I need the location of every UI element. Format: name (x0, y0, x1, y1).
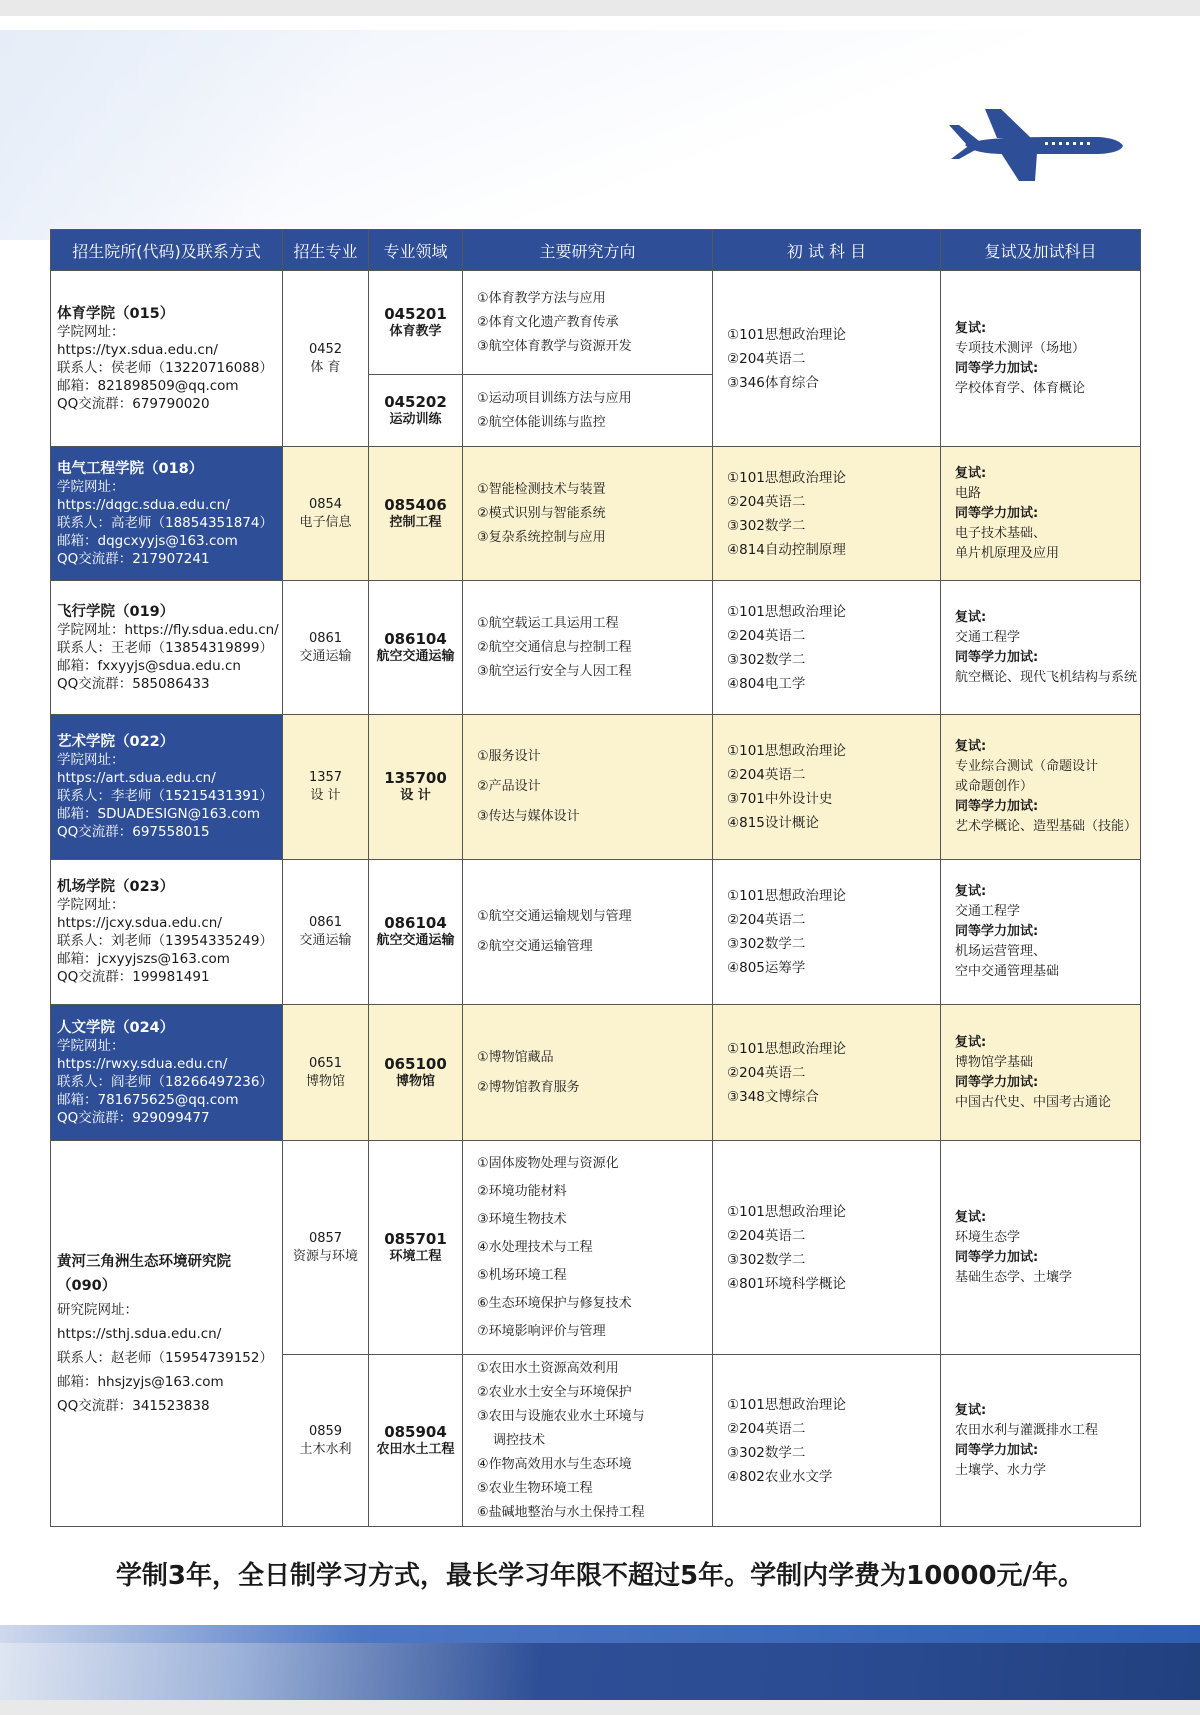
institute-cell: 机场学院（023） 学院网址：https://jcxy.sdua.edu.cn/ 联系人：刘老师（13954335249） 邮箱：jcxyyjszs@163.com QQ交流群：199981491 (51, 860, 283, 1005)
major-cell: 0861 交通运输 (283, 860, 369, 1005)
directions-cell: ①体育教学方法与应用 ②体育文化遗产教育传承 ③航空体育教学与资源开发 (463, 271, 713, 375)
institute-email: 邮箱：821898509@qq.com (57, 377, 239, 394)
header-directions: 主要研究方向 (463, 230, 713, 271)
airplane-icon (945, 105, 1125, 183)
field-cell: 135700 设 计 (369, 715, 463, 860)
bottom-decor-stripe (0, 1625, 1200, 1643)
field-cell: 045201 体育教学 (369, 271, 463, 375)
retest-cell: 复试: 博物馆学基础 同等学力加试: 中国古代史、中国考古通论 (941, 1005, 1141, 1141)
institute-website: 学院网址：https://tyx.sdua.edu.cn/ (57, 323, 218, 358)
subjects-cell: ①101思想政治理论 ②204英语二 ③302数学二 ④801环境科学概论 (713, 1141, 941, 1355)
footer-note: 学制3年，全日制学习方式，最长学习年限不超过5年。学制内学费为10000元/年。 (115, 1561, 1085, 1591)
institute-qq: QQ交流群：679790020 (57, 395, 210, 412)
table-row (51, 1005, 1141, 1141)
directions-cell: ①固体废物处理与资源化 ②环境功能材料 ③环境生物技术 ④水处理技术与工程 ⑤机场环境工程 ⑥生态环境保护与修复技术 ⑦环境影响评价与管理 (463, 1141, 713, 1355)
header-row (51, 230, 1141, 271)
institute-cell: 飞行学院（019） 学院网址：https://fly.sdua.edu.cn/ 联系人：王老师（13854319899） 邮箱：fxxyyjs@sdua.edu.cn QQ交流群：585086433 (51, 581, 283, 715)
field-cell: 045202 运动训练 (369, 375, 463, 447)
directions-cell: ①博物馆藏品 ②博物馆教育服务 (463, 1005, 713, 1141)
table-row (51, 447, 1141, 581)
directions-cell: ①服务设计 ②产品设计 ③传达与媒体设计 (463, 715, 713, 860)
header-institute: 招生院所(代码)及联系方式 (51, 230, 283, 271)
header-field: 专业领域 (369, 230, 463, 271)
institute-contact: 联系人：侯老师（13220716088） (57, 359, 273, 376)
background-shape-left (0, 30, 420, 240)
bottom-band (0, 1700, 1200, 1715)
directions-cell: ①智能检测技术与装置 ②模式识别与智能系统 ③复杂系统控制与应用 (463, 447, 713, 581)
table-row (51, 581, 1141, 715)
directions-cell: ①航空交通运输规划与管理 ②航空交通运输管理 (463, 860, 713, 1005)
subjects-cell: ①101思想政治理论 ②204英语二 ③302数学二 ④805运筹学 (713, 860, 941, 1005)
subjects-cell: ①101思想政治理论 ②204英语二 ③348文博综合 (713, 1005, 941, 1141)
directions-cell: ①航空载运工具运用工程 ②航空交通信息与控制工程 ③航空运行安全与人因工程 (463, 581, 713, 715)
retest-cell: 复试: 环境生态学 同等学力加试: 基础生态学、土壤学 (941, 1141, 1141, 1355)
major-cell: 0651 博物馆 (283, 1005, 369, 1141)
major-cell: 1357 设 计 (283, 715, 369, 860)
subjects-cell: ①101思想政治理论 ②204英语二 ③302数学二 ④814自动控制原理 (713, 447, 941, 581)
field-cell: 085701 环境工程 (369, 1141, 463, 1355)
major-cell: 0861 交通运输 (283, 581, 369, 715)
institute-cell: 电气工程学院（018） 学院网址：https://dqgc.sdua.edu.cn/ 联系人：高老师（18854351874） 邮箱：dqgcxyyjs@163.com QQ交流群：217907241 (51, 447, 283, 581)
institute-name: 体育学院（015） (57, 305, 175, 322)
retest-cell: 复试: 专项技术测评（场地） 同等学力加试: 学校体育学、体育概论 (941, 271, 1141, 447)
institute-cell: 黄河三角洲生态环境研究院（090） 研究院网址：https://sthj.sdua.edu.cn/ 联系人：赵老师（15954739152） 邮箱：hhsjzyjs@163.com QQ交流群：341523838 (51, 1141, 283, 1527)
header-retest: 复试及加试科目 (941, 230, 1141, 271)
admission-table (50, 229, 1141, 1527)
major-cell: 0452 体 育 (283, 271, 369, 447)
subjects-cell: ①101思想政治理论 ②204英语二 ③302数学二 ④804电工学 (713, 581, 941, 715)
subjects-cell: ①101思想政治理论 ②204英语二 ③302数学二 ④802农业水文学 (713, 1355, 941, 1527)
header-major: 招生专业 (283, 230, 369, 271)
table-row (51, 715, 1141, 860)
retest-cell: 复试: 交通工程学 同等学力加试: 机场运营管理、 空中交通管理基础 (941, 860, 1141, 1005)
field-cell: 085406 控制工程 (369, 447, 463, 581)
subjects-cell: ①101思想政治理论 ②204英语二 ③346体育综合 (713, 271, 941, 447)
header-exam-subjects: 初 试 科 目 (713, 230, 941, 271)
field-cell: 065100 博物馆 (369, 1005, 463, 1141)
major-cell: 0854 电子信息 (283, 447, 369, 581)
institute-cell: 艺术学院（022） 学院网址：https://art.sdua.edu.cn/ 联系人：李老师（15215431391） 邮箱：SDUADESIGN@163.com QQ交流群：697558015 (51, 715, 283, 860)
subjects-cell: ①101思想政治理论 ②204英语二 ③701中外设计史 ④815设计概论 (713, 715, 941, 860)
retest-cell: 复试: 农田水利与灌溉排水工程 同等学力加试: 土壤学、水力学 (941, 1355, 1141, 1527)
directions-cell: ①运动项目训练方法与应用 ②航空体能训练与监控 (463, 375, 713, 447)
retest-cell: 复试: 专业综合测试（命题设计 或命题创作） 同等学力加试: 艺术学概论、造型基础（技能） (941, 715, 1141, 860)
field-cell: 085904 农田水土工程 (369, 1355, 463, 1527)
table-row (51, 271, 1141, 375)
top-band (0, 0, 1200, 16)
retest-cell: 复试: 交通工程学 同等学力加试: 航空概论、现代飞机结构与系统 (941, 581, 1141, 715)
institute-cell (51, 271, 283, 447)
table-row (51, 1141, 1141, 1355)
table-row (51, 860, 1141, 1005)
institute-cell: 人文学院（024） 学院网址：https://rwxy.sdua.edu.cn/ 联系人：阎老师（18266497236） 邮箱：781675625@qq.com QQ交流群：929099477 (51, 1005, 283, 1141)
field-cell: 086104 航空交通运输 (369, 860, 463, 1005)
field-cell: 086104 航空交通运输 (369, 581, 463, 715)
retest-cell: 复试: 电路 同等学力加试: 电子技术基础、 单片机原理及应用 (941, 447, 1141, 581)
major-cell: 0859 土木水利 (283, 1355, 369, 1527)
directions-cell: ①农田水土资源高效利用 ②农业水土安全与环境保护 ③农田与设施农业水土环境与 调控技术 ④作物高效用水与生态环境 ⑤农业生物环境工程 ⑥盐碱地整治与水土保持工程 (463, 1355, 713, 1527)
major-cell: 0857 资源与环境 (283, 1141, 369, 1355)
